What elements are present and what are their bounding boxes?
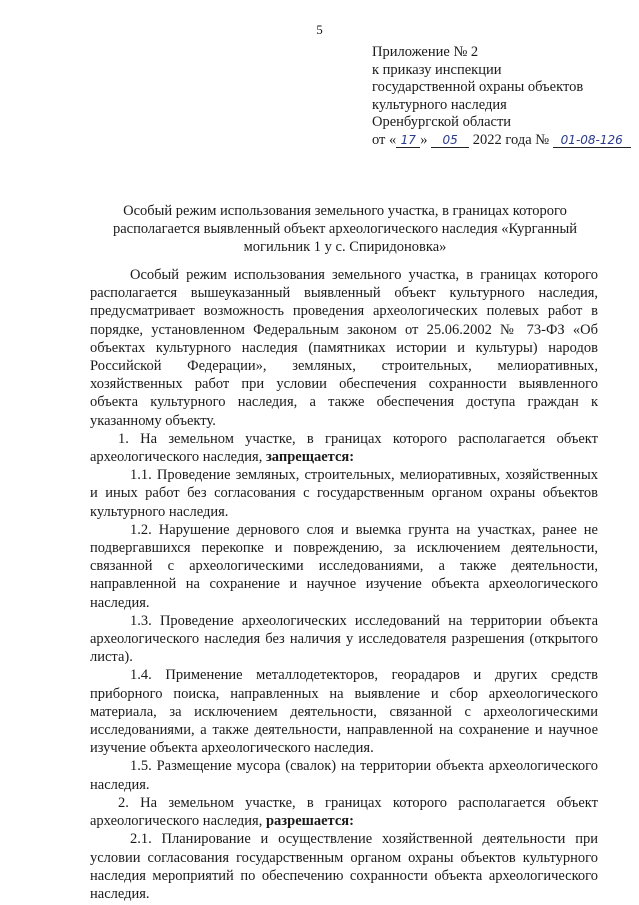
page-number: 5 bbox=[316, 22, 323, 37]
handwritten-order-number: 01-08-126 bbox=[553, 133, 631, 148]
intro-paragraph: Особый режим использования земельного участка, в границах которого располагается вышеуказанный выявленный объект культурного наследия, предусматривает возможность проведения археологических полевых работ в порядке, установленном Федеральным законом от 25.06.2002 № 73-ФЗ «Об объектах культурного наследия (памятниках истории и культуры) народов Российской Федерации», земляных, строительных, мелиоративных, хозяйственных работ при условии обеспечения сохранности выявленного объекта культурного наследия, а также обеспечения доступа граждан к указанному объекту. bbox=[90, 267, 598, 429]
appendix-date-line bbox=[372, 132, 631, 150]
document-body bbox=[90, 266, 598, 903]
section-1-heading bbox=[90, 430, 598, 466]
item-2-1: 2.1. Планирование и осуществление хозяйственной деятельности при условии согласования государственным органом охраны объектов культурного наследия мероприятий по обеспечению сохранности объекта археологического наследия. bbox=[90, 831, 598, 902]
handwritten-day: 17 bbox=[396, 133, 420, 148]
section-2-colon: : bbox=[349, 813, 354, 830]
date-year: 2022 года № bbox=[469, 131, 553, 148]
item-1-5: 1.5. Размещение мусора (свалок) на территории объекта археологического наследия. bbox=[90, 758, 598, 793]
section-1-emphasis: запрещается bbox=[265, 449, 350, 466]
item-1-2: 1.2. Нарушение дернового слоя и выемка грунта на участках, ранее не подвергавшихся перекопке и повреждению, за исключением деятельности, связанной с археологическими исследованиями, а также деятельности, направленной на сохранение и научное изучение объекта археологического наследия. bbox=[90, 521, 598, 611]
appendix-line: Оренбургской области bbox=[372, 114, 512, 130]
section-2-text: 2. На земельном участке, в границах которого располагается объект археологического наследия, bbox=[90, 794, 598, 830]
appendix-title: Приложение № 2 bbox=[372, 44, 479, 60]
item-1-4: 1.4. Применение металлодетекторов, георадаров и других средств приборного поиска, направленных на выявление и сбор археологического материала, за исключением деятельности, связанной с археологическими исследованиями, а также деятельности, направленной на сохранение и научное изучение объекта археологического наследия. bbox=[90, 667, 598, 757]
document-title: Особый режим использования земельного участка, в границах которого располагается выявленный объект археологического наследия «Курганный могильник 1 у с. Спиридоновка» bbox=[112, 203, 577, 255]
section-1-colon: : bbox=[349, 449, 355, 466]
item-1-3: 1.3. Проведение археологических исследований на территории объекта археологического наследия без наличия у исследователя разрешения (открытого листа). bbox=[90, 612, 598, 666]
handwritten-month: 05 bbox=[431, 133, 469, 148]
section-1-text: 1. На земельном участке, в границах которого располагается объект археологического наследия, bbox=[90, 430, 598, 466]
appendix-block bbox=[372, 44, 631, 149]
date-prefix: от « bbox=[372, 131, 397, 148]
item-1-1: 1.1. Проведение земляных, строительных, мелиоративных, хозяйственных и иных работ без согласования с государственным органом охраны объектов культурного наследия. bbox=[90, 467, 598, 520]
appendix-line: культурного наследия bbox=[372, 96, 507, 113]
section-2-heading bbox=[90, 794, 598, 830]
appendix-line: государственной охраны объектов bbox=[372, 79, 584, 95]
date-mid: » bbox=[420, 131, 432, 148]
appendix-line: к приказу инспекции bbox=[372, 61, 502, 78]
section-2-emphasis: разрешается bbox=[265, 813, 350, 830]
